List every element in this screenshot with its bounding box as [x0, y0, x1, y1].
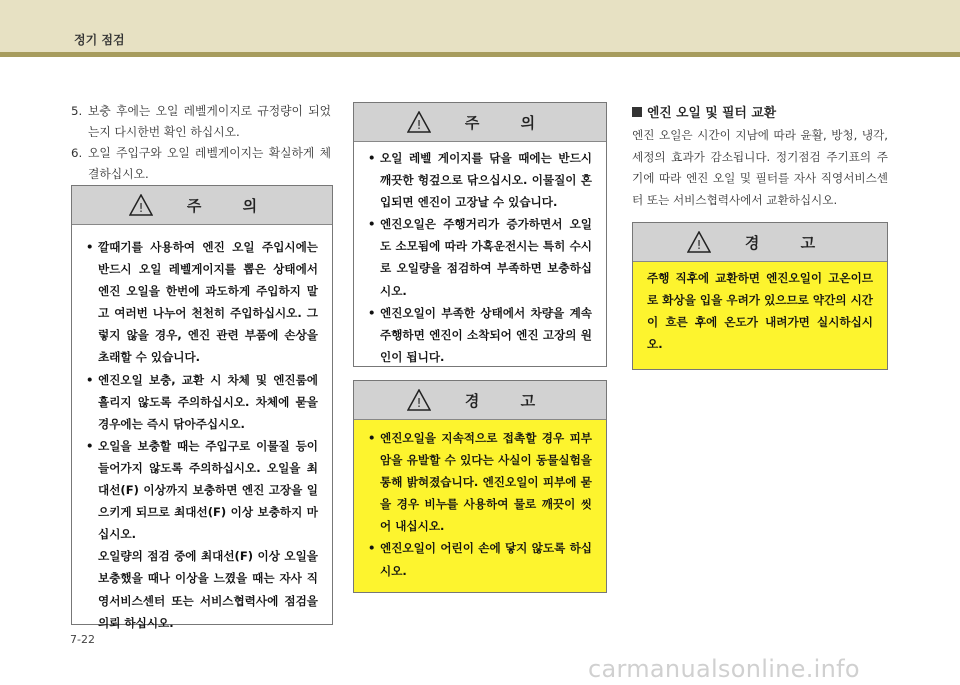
warning-triangle-icon	[129, 194, 153, 216]
warning-text-block	[647, 267, 873, 355]
list-item	[86, 236, 318, 369]
svg-text:!: !	[416, 118, 422, 132]
bullet-text: 깔때기를 사용하여 엔진 오일 주입시에는 반드시 오일 레벨게이지를 뽑은 상태에서 엔진 오일을 한번에 과도하게 주입하지 말고 여러번 나누어 천천히 주입하십시오. 그렇지 않을 경우, 엔진 관련 부품에 손상을 초래할 수 있습니다.	[98, 240, 318, 365]
bullet-dot: •	[86, 240, 94, 254]
page-number: 7-22	[70, 633, 95, 646]
list-item	[368, 427, 592, 537]
list-item	[86, 435, 318, 545]
list-item	[368, 147, 592, 213]
section-heading	[632, 102, 776, 121]
bullet-text: 오일을 보충할 때는 주입구로 이물질 등이 들어가지 않도록 주의하십시오. 오일을 최대선(F) 이상까지 보충하면 엔진 고장을 일으키게 되므로 최대선(F) 이상 보충하지 마십시오.	[98, 438, 318, 542]
bullet-text: 엔진오일 보충, 교환 시 차체 및 엔진룸에 흘리지 않도록 주의하십시오. 차체에 묻을 경우에는 즉시 닦아주십시오.	[98, 372, 318, 431]
warning-body	[633, 262, 887, 363]
watermark: carmanualsonline.info	[588, 655, 860, 683]
warning-triangle-icon	[407, 389, 431, 411]
bullet-dot: •	[368, 217, 376, 232]
svg-text:!: !	[696, 238, 702, 252]
item-text: 오일 주입구와 오일 레벨게이지는 확실하게 체결하십시오.	[88, 146, 331, 181]
caution-box-middle	[353, 102, 607, 367]
header-rule	[0, 52, 960, 57]
caution-body	[72, 225, 332, 644]
list-item	[71, 143, 331, 185]
bullet-dot: •	[368, 431, 376, 445]
header-band	[0, 0, 960, 52]
bullet-text: 엔진오일은 주행거리가 증가하면서 오일도 소모됨에 따라 가혹운전시는 특히 수시로 오일량을 점검하여 부족하면 보충하십시오.	[380, 217, 592, 298]
item-number: 5.	[71, 104, 83, 118]
bullet-dot: •	[86, 372, 94, 387]
bullet-dot: •	[368, 541, 376, 556]
bullet-text: 엔진오일이 부족한 상태에서 차량을 계속 주행하면 엔진이 소착되어 엔진 고장의 원인이 됩니다.	[380, 305, 592, 364]
section-heading-text: 엔진 오일 및 필터 교환	[647, 106, 777, 121]
bullet-text: 엔진오일이 어린이 손에 닿지 않도록 하십시오.	[380, 541, 592, 578]
bullet-text: 엔진오일을 지속적으로 접촉할 경우 피부암을 유발할 수 있다는 사실이 동물실험을 통해 밝혀졌습니다. 엔진오일이 피부에 묻을 경우 비누를 사용하여 물로 깨끗이 씻어 내십시오.	[380, 431, 592, 534]
page-header-title: 정기 점검	[74, 33, 125, 47]
warning-body	[354, 420, 606, 592]
warning-box-middle	[353, 380, 607, 593]
item-text: 보충 후에는 오일 레벨게이지로 규정량이 되었는지 다시한번 확인 하십시오.	[88, 104, 331, 139]
warning-text: 주행 직후에 교환하면 엔진오일이 고온이므로 화상을 입을 우려가 있으므로 약간의 시간이 흐른 후에 온도가 내려가면 실시하십시오.	[647, 271, 873, 352]
caution-box-left	[71, 185, 333, 630]
caution-title: 주 의	[464, 113, 554, 132]
caution-body	[354, 142, 606, 378]
bullet-text: 오일 레벨 게이지를 닦을 때에는 반드시 깨끗한 헝겊으로 닦으십시오. 이물질이 혼입되면 엔진이 고장날 수 있습니다.	[380, 151, 592, 210]
caution-extra-text: 오일량의 점검 중에 최대선(F) 이상 오일을 보충했을 때나 이상을 느꼈을 때는 자사 직영서비스센터 또는 서비스협력사에 점검을 의뢰 하십시오.	[98, 549, 318, 630]
warning-box-header	[633, 223, 887, 262]
bullet-dot: •	[86, 438, 94, 453]
list-item	[368, 213, 592, 301]
caution-box-header	[354, 103, 606, 142]
caution-box-header	[72, 186, 332, 225]
caution-title: 주 의	[186, 196, 276, 215]
bullet-dot: •	[368, 151, 376, 165]
bullet-dot: •	[368, 305, 376, 320]
warning-title: 경 고	[464, 391, 554, 410]
numbered-list	[71, 101, 331, 185]
item-number: 6.	[71, 146, 83, 160]
svg-text:!: !	[416, 396, 422, 410]
warning-title: 경 고	[744, 233, 834, 252]
list-item	[368, 537, 592, 581]
warning-box-right	[632, 222, 888, 370]
warning-box-header	[354, 381, 606, 420]
black-square-icon	[632, 107, 642, 117]
warning-triangle-icon	[407, 111, 431, 133]
list-item	[86, 369, 318, 435]
list-item	[71, 101, 331, 143]
section-paragraph: 엔진 오일은 시간이 지남에 따라 윤활, 방청, 냉각, 세정의 효과가 감소됩니다. 정기점검 주기표의 주기에 따라 엔진 오일 및 필터를 자사 직영서비스센터 또는 서비스협력사에서 교환하십시오.	[632, 128, 888, 207]
svg-text:!: !	[138, 201, 144, 215]
list-item	[368, 302, 592, 368]
warning-triangle-icon	[687, 231, 711, 253]
